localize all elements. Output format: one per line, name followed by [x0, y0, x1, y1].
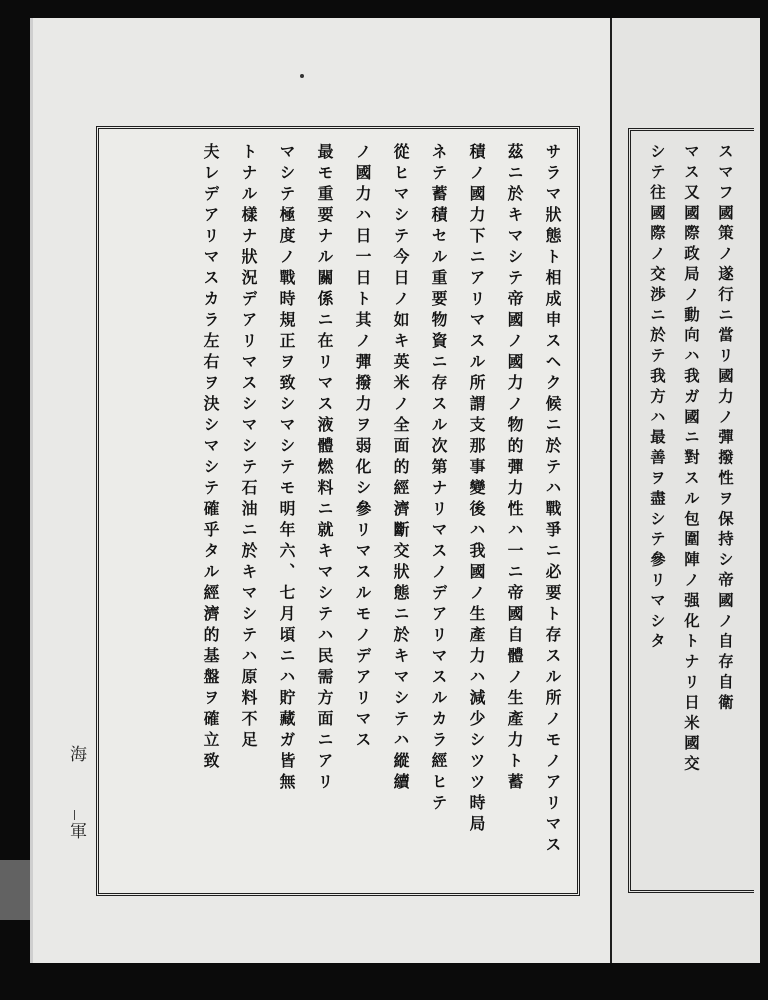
ink-dot: [300, 74, 304, 78]
main-text-columns: [193, 143, 569, 883]
facing-text-column: シテ往國際ノ交渉ニ於テ我方ハ最善ヲ盡シテ參リマシタ: [648, 143, 666, 653]
text-column: ノ國力ハ日一日ト其ノ彈撥力ヲ弱化シ參リマスルモノデアリマス: [353, 143, 372, 752]
margin-label-top: 海: [66, 745, 86, 762]
facing-text-column: スマフ國策ノ遂行ニ當リ國力ノ彈撥性ヲ保持シ帝國ノ自存自衛: [716, 143, 734, 715]
text-column: 夫レデアリマスカラ左右ヲ決シマシテ確乎タル經濟的基盤ヲ確立致: [201, 143, 220, 773]
margin-label-bottom: 軍: [66, 822, 86, 839]
text-column: 從ヒマシテ今日ノ如キ英米ノ全面的經濟斷交狀態ニ於キマシテハ縱續: [391, 143, 410, 794]
text-column: 最モ重要ナル關係ニ在リマス液體燃料ニ就キマシテハ民需方面ニアリ: [315, 143, 334, 794]
text-column: 積ノ國力下ニアリマスル所謂支那事變後ハ我國ノ生產力ハ減少シツツ時局: [467, 143, 486, 836]
scan-edge-noise: [0, 860, 30, 920]
text-column: ネテ蓄積セル重要物資ニ存スル次第ナリマスノデアリマスルカラ經ヒテ: [429, 143, 448, 815]
text-column: サラマ狀態ト相成申スヘク候ニ於テハ戰爭ニ必要ト存スル所ノモノアリマス: [543, 143, 562, 857]
text-column: トナル樣ナ狀況デアリマスシマシテ石油ニ於キマシテハ原料不足: [239, 143, 258, 752]
facing-text-frame: [628, 128, 754, 893]
facing-text-column: マス又國際政局ノ動向ハ我ガ國ニ對スル包圍陣ノ强化トナリ日米國交: [682, 143, 700, 776]
main-text-frame: [96, 126, 580, 896]
text-column: 茲ニ於キマシテ帝國ノ國力ノ物的彈力性ハ一ニ帝國自體ノ生產力ト蓄: [505, 143, 524, 794]
text-column: マシテ極度ノ戰時規正ヲ致シマシテモ明年六、七月頃ニハ貯藏ガ皆無: [277, 143, 296, 794]
margin-tick: [74, 810, 75, 820]
